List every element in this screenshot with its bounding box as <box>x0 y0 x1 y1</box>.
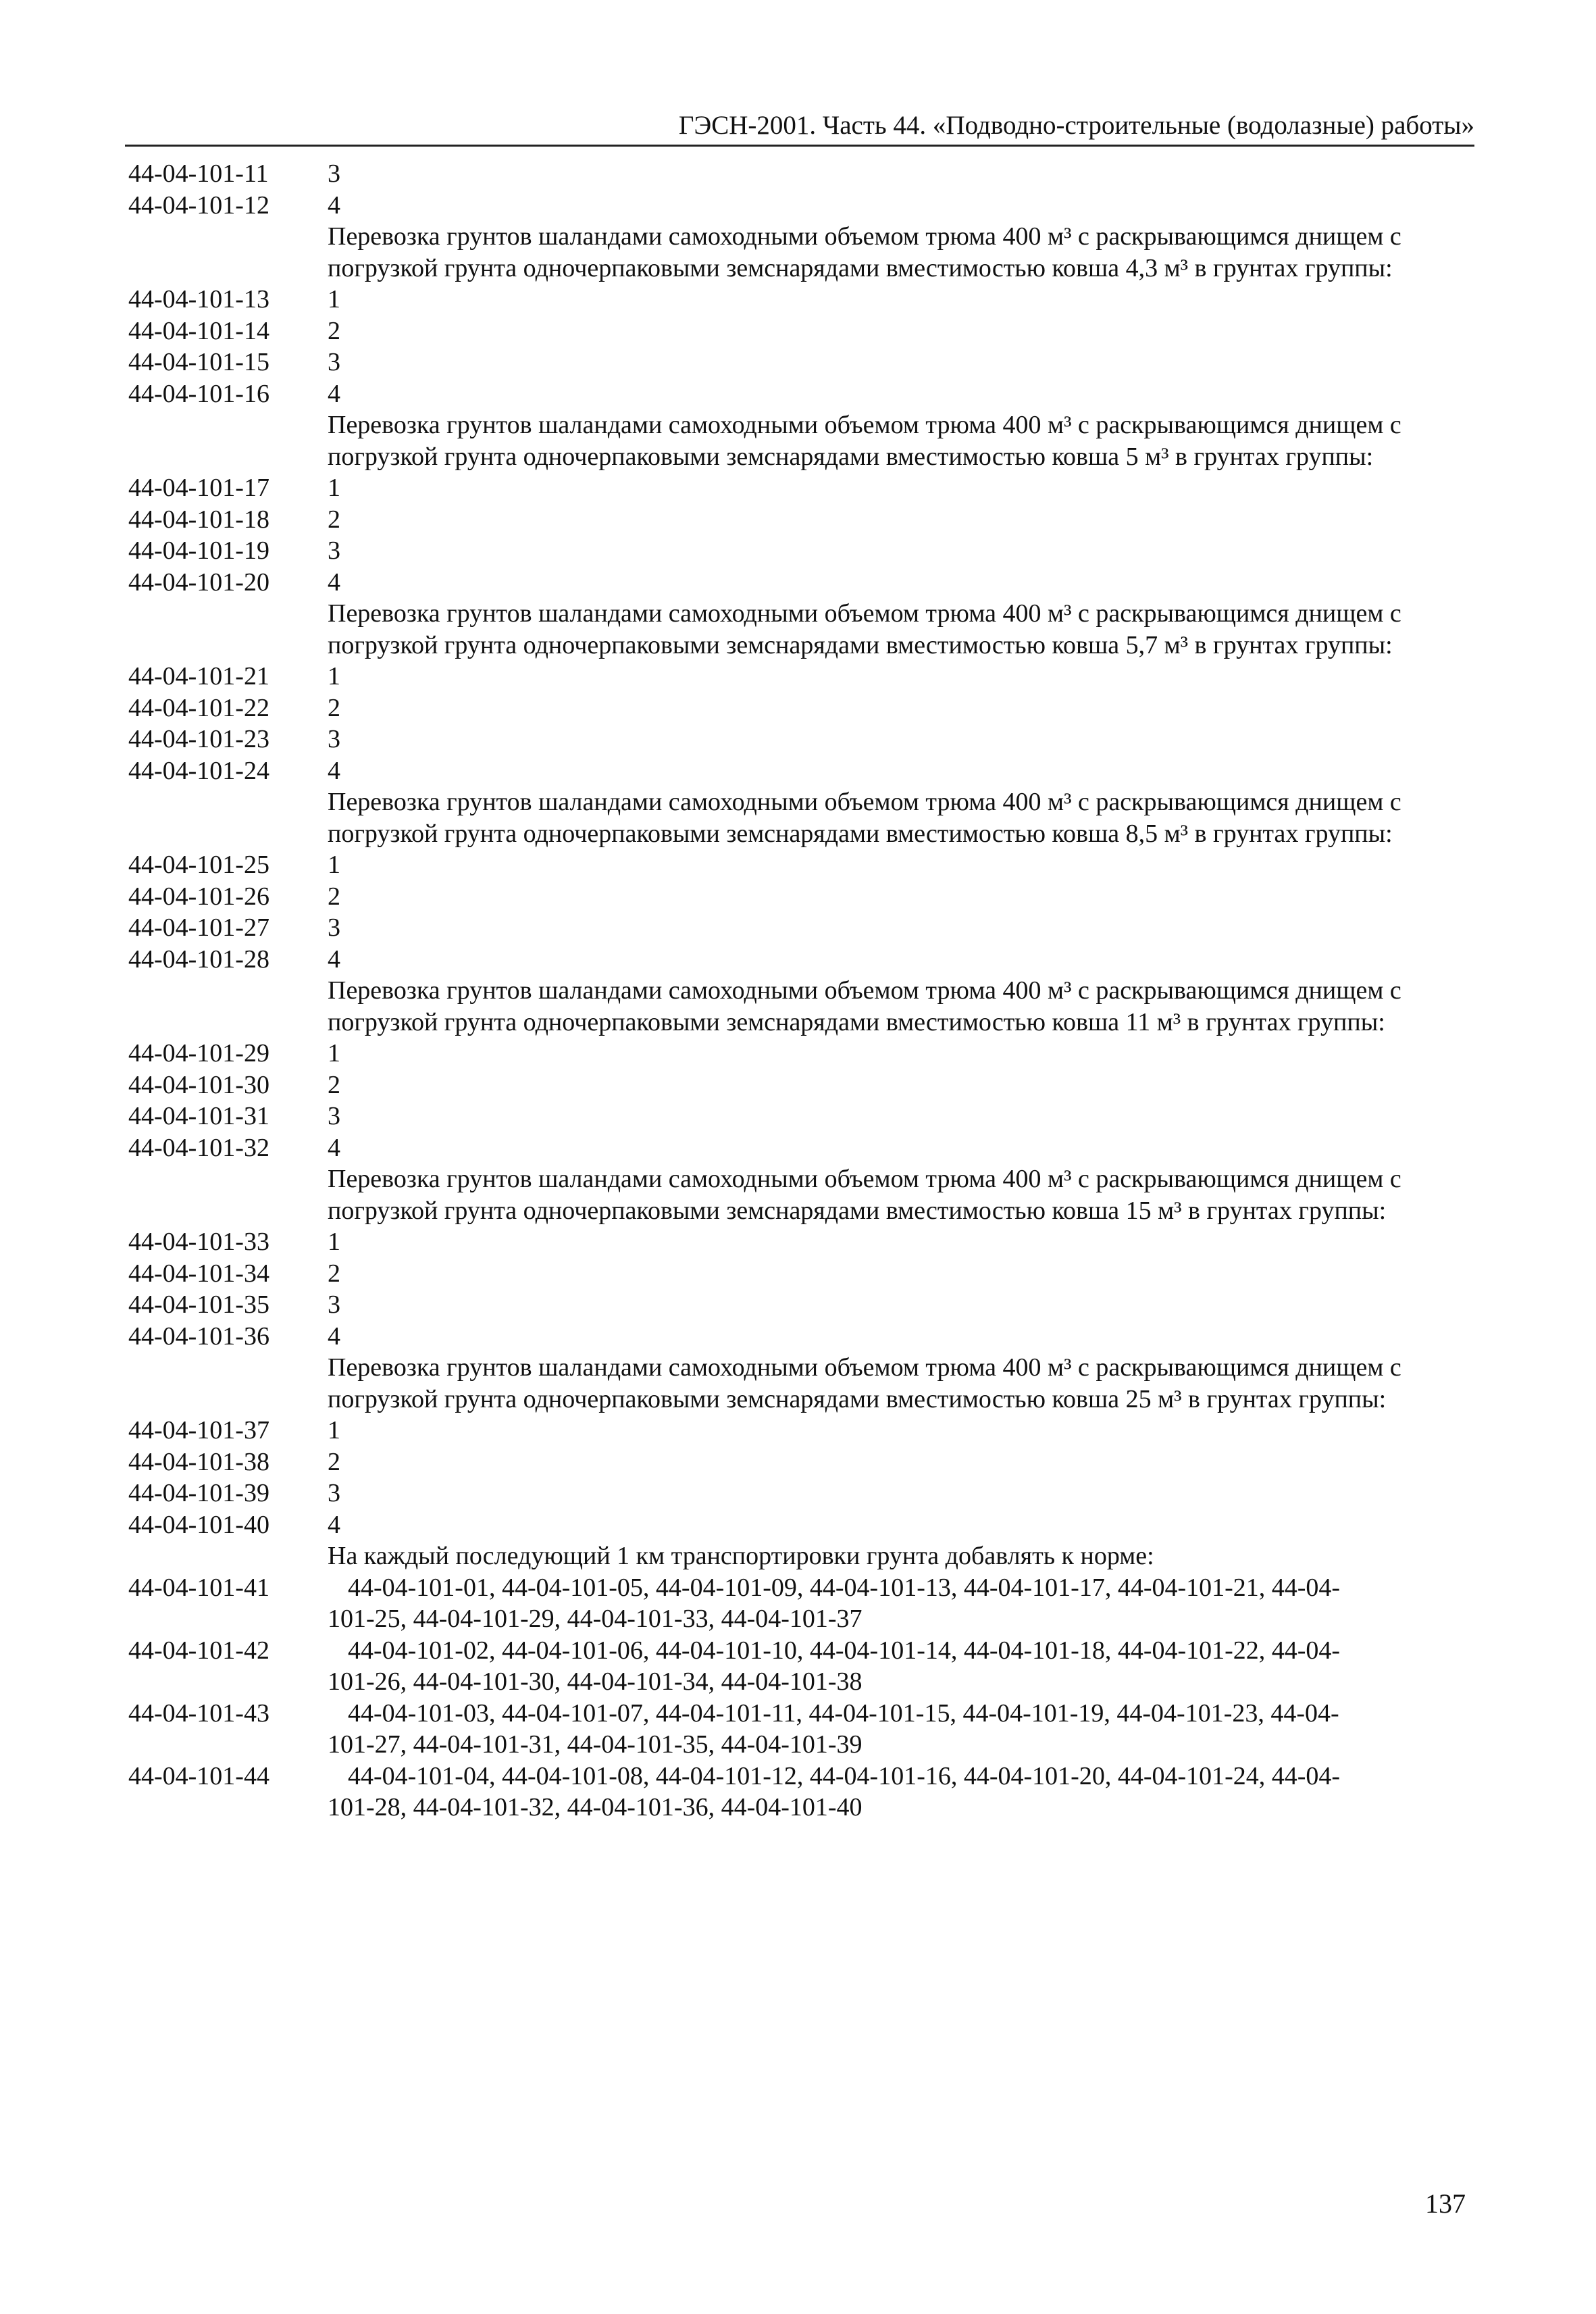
table-row <box>128 1070 1462 1101</box>
table-row <box>128 1478 1462 1509</box>
table-row <box>128 1447 1462 1478</box>
referenced-norms-line: 101-27, 44-04-101-31, 44-04-101-35, 44-04-101-39 <box>328 1730 863 1759</box>
norm-code: 44-04-101-36 <box>128 1322 269 1351</box>
soil-group: 2 <box>328 882 340 911</box>
table-row <box>128 1321 1462 1353</box>
referenced-norms <box>328 1635 1462 1698</box>
norm-code: 44-04-101-15 <box>128 348 269 376</box>
referenced-norms-line: 101-25, 44-04-101-29, 44-04-101-33, 44-04-101-37 <box>328 1605 863 1633</box>
norm-code: 44-04-101-11 <box>128 159 269 188</box>
soil-group: 2 <box>328 1447 340 1476</box>
soil-group: 4 <box>328 1133 340 1162</box>
table-row <box>128 1038 1462 1070</box>
addition-row <box>128 1761 1462 1823</box>
referenced-norms <box>328 1572 1462 1635</box>
soil-group: 2 <box>328 1070 340 1099</box>
soil-group: 1 <box>328 851 340 879</box>
addition-note: На каждый последующий 1 км транспортировки грунта добавлять к норме: <box>328 1542 1154 1570</box>
norm-code: 44-04-101-29 <box>128 1039 269 1067</box>
group-description: Перевозка грунтов шаландами самоходными объемом трюма 400 м³ с раскрывающимся днищем с погрузкой грунта одночерпаковыми земснарядами вместимостью ковша 5 м³ в грунтах группы: <box>328 411 1401 471</box>
soil-group: 3 <box>328 159 340 188</box>
soil-group: 4 <box>328 379 340 408</box>
page-header <box>125 101 1474 147</box>
group-description: Перевозка грунтов шаландами самоходными объемом трюма 400 м³ с раскрывающимся днищем с погрузкой грунта одночерпаковыми земснарядами вместимостью ковша 11 м³ в грунтах группы: <box>328 976 1401 1036</box>
soil-group: 4 <box>328 756 340 785</box>
table-row <box>128 912 1462 944</box>
table-row <box>128 567 1462 599</box>
soil-group: 4 <box>328 945 340 974</box>
page-number: 137 <box>1425 2188 1466 2219</box>
table-row <box>128 1226 1462 1258</box>
norm-code: 44-04-101-14 <box>128 316 269 345</box>
table-row <box>128 693 1462 724</box>
soil-group: 3 <box>328 913 340 942</box>
referenced-norms-line: 101-28, 44-04-101-32, 44-04-101-36, 44-04-101-40 <box>328 1793 863 1821</box>
norm-code: 44-04-101-23 <box>128 725 269 753</box>
norm-code: 44-04-101-22 <box>128 693 269 722</box>
norm-code: 44-04-101-25 <box>128 851 269 879</box>
soil-group: 1 <box>328 1416 340 1444</box>
soil-group: 2 <box>328 693 340 722</box>
referenced-norms-line: 44-04-101-01, 44-04-101-05, 44-04-101-09, 44-04-101-13, 44-04-101-17, 44-04-101-21, 44-04- <box>348 1573 1341 1602</box>
soil-group: 4 <box>328 191 340 220</box>
norm-code: 44-04-101-44 <box>128 1761 269 1790</box>
table-row <box>128 849 1462 881</box>
norm-code: 44-04-101-40 <box>128 1510 269 1539</box>
soil-group: 4 <box>328 568 340 597</box>
norm-code: 44-04-101-39 <box>128 1479 269 1507</box>
table-row <box>128 1258 1462 1290</box>
addition-row <box>128 1572 1462 1635</box>
soil-group: 1 <box>328 662 340 690</box>
soil-group: 3 <box>328 1290 340 1319</box>
norm-code: 44-04-101-41 <box>128 1573 269 1602</box>
soil-group: 4 <box>328 1510 340 1539</box>
norm-code: 44-04-101-42 <box>128 1636 269 1665</box>
norm-code: 44-04-101-32 <box>128 1133 269 1162</box>
group-description: Перевозка грунтов шаландами самоходными объемом трюма 400 м³ с раскрывающимся днищем с погрузкой грунта одночерпаковыми земснарядами вместимостью ковша 4,3 м³ в грунтах группы: <box>328 222 1401 282</box>
referenced-norms-line: 44-04-101-03, 44-04-101-07, 44-04-101-11, 44-04-101-15, 44-04-101-19, 44-04-101-23, 44-04- <box>348 1699 1339 1728</box>
norm-code: 44-04-101-12 <box>128 191 269 220</box>
table-row <box>128 316 1462 347</box>
soil-group: 1 <box>328 1039 340 1067</box>
group-description: Перевозка грунтов шаландами самоходными объемом трюма 400 м³ с раскрывающимся днищем с погрузкой грунта одночерпаковыми земснарядами вместимостью ковша 15 м³ в грунтах группы: <box>328 1165 1401 1225</box>
table-row <box>128 347 1462 378</box>
norm-code: 44-04-101-26 <box>128 882 269 911</box>
norm-code: 44-04-101-20 <box>128 568 269 597</box>
table-row <box>128 661 1462 693</box>
soil-group: 3 <box>328 348 340 376</box>
norm-code: 44-04-101-43 <box>128 1699 269 1728</box>
table-row <box>128 378 1462 410</box>
soil-group: 1 <box>328 1228 340 1256</box>
norm-code: 44-04-101-16 <box>128 379 269 408</box>
header-title: ГЭСН-2001. Часть 44. «Подводно-строительные (водолазные) работы» <box>678 111 1474 140</box>
table-row <box>128 535 1462 567</box>
table-row <box>128 1289 1462 1321</box>
group-description: Перевозка грунтов шаландами самоходными объемом трюма 400 м³ с раскрывающимся днищем с погрузкой грунта одночерпаковыми земснарядами вместимостью ковша 8,5 м³ в грунтах группы: <box>328 788 1401 848</box>
soil-group: 3 <box>328 1479 340 1507</box>
norm-code: 44-04-101-31 <box>128 1102 269 1130</box>
norm-code: 44-04-101-21 <box>128 662 269 690</box>
norm-code: 44-04-101-27 <box>128 913 269 942</box>
norm-code: 44-04-101-24 <box>128 756 269 785</box>
group-description: Перевозка грунтов шаландами самоходными объемом трюма 400 м³ с раскрывающимся днищем с погрузкой грунта одночерпаковыми земснарядами вместимостью ковша 25 м³ в грунтах группы: <box>328 1353 1401 1413</box>
soil-group: 2 <box>328 505 340 534</box>
norm-code: 44-04-101-37 <box>128 1416 269 1444</box>
norm-code: 44-04-101-34 <box>128 1259 269 1288</box>
referenced-norms <box>328 1761 1462 1823</box>
soil-group: 3 <box>328 1102 340 1130</box>
norm-code: 44-04-101-30 <box>128 1070 269 1099</box>
soil-group: 1 <box>328 474 340 502</box>
addition-row <box>128 1698 1462 1761</box>
table-row <box>128 1132 1462 1164</box>
group-description: Перевозка грунтов шаландами самоходными объемом трюма 400 м³ с раскрывающимся днищем с погрузкой грунта одночерпаковыми земснарядами вместимостью ковша 5,7 м³ в грунтах группы: <box>328 599 1401 659</box>
soil-group: 1 <box>328 285 340 313</box>
referenced-norms <box>328 1698 1462 1761</box>
table-row <box>128 1101 1462 1132</box>
referenced-norms-line: 44-04-101-02, 44-04-101-06, 44-04-101-10, 44-04-101-14, 44-04-101-18, 44-04-101-22, 44-04- <box>348 1636 1341 1665</box>
norm-code: 44-04-101-17 <box>128 474 269 502</box>
table-row <box>128 724 1462 755</box>
soil-group: 2 <box>328 316 340 345</box>
norm-code: 44-04-101-13 <box>128 285 269 313</box>
table-row <box>128 881 1462 913</box>
table-row <box>128 504 1462 536</box>
referenced-norms-line: 44-04-101-04, 44-04-101-08, 44-04-101-12, 44-04-101-16, 44-04-101-20, 44-04-101-24, 44-04- <box>348 1761 1341 1790</box>
soil-group: 3 <box>328 536 340 565</box>
table-row <box>128 1415 1462 1447</box>
table-row <box>128 1509 1462 1541</box>
norm-code: 44-04-101-33 <box>128 1228 269 1256</box>
table-row <box>128 755 1462 787</box>
norm-code: 44-04-101-28 <box>128 945 269 974</box>
norm-code: 44-04-101-35 <box>128 1290 269 1319</box>
referenced-norms-line: 101-26, 44-04-101-30, 44-04-101-34, 44-04-101-38 <box>328 1667 863 1696</box>
table-row <box>128 190 1462 222</box>
soil-group: 2 <box>328 1259 340 1288</box>
table-row <box>128 472 1462 504</box>
norm-code: 44-04-101-19 <box>128 536 269 565</box>
soil-group: 4 <box>328 1322 340 1351</box>
table-row <box>128 158 1462 190</box>
norm-code: 44-04-101-38 <box>128 1447 269 1476</box>
norm-code: 44-04-101-18 <box>128 505 269 534</box>
norms-list <box>128 158 1462 1823</box>
table-row <box>128 284 1462 316</box>
soil-group: 3 <box>328 725 340 753</box>
table-row <box>128 944 1462 976</box>
addition-row <box>128 1635 1462 1698</box>
